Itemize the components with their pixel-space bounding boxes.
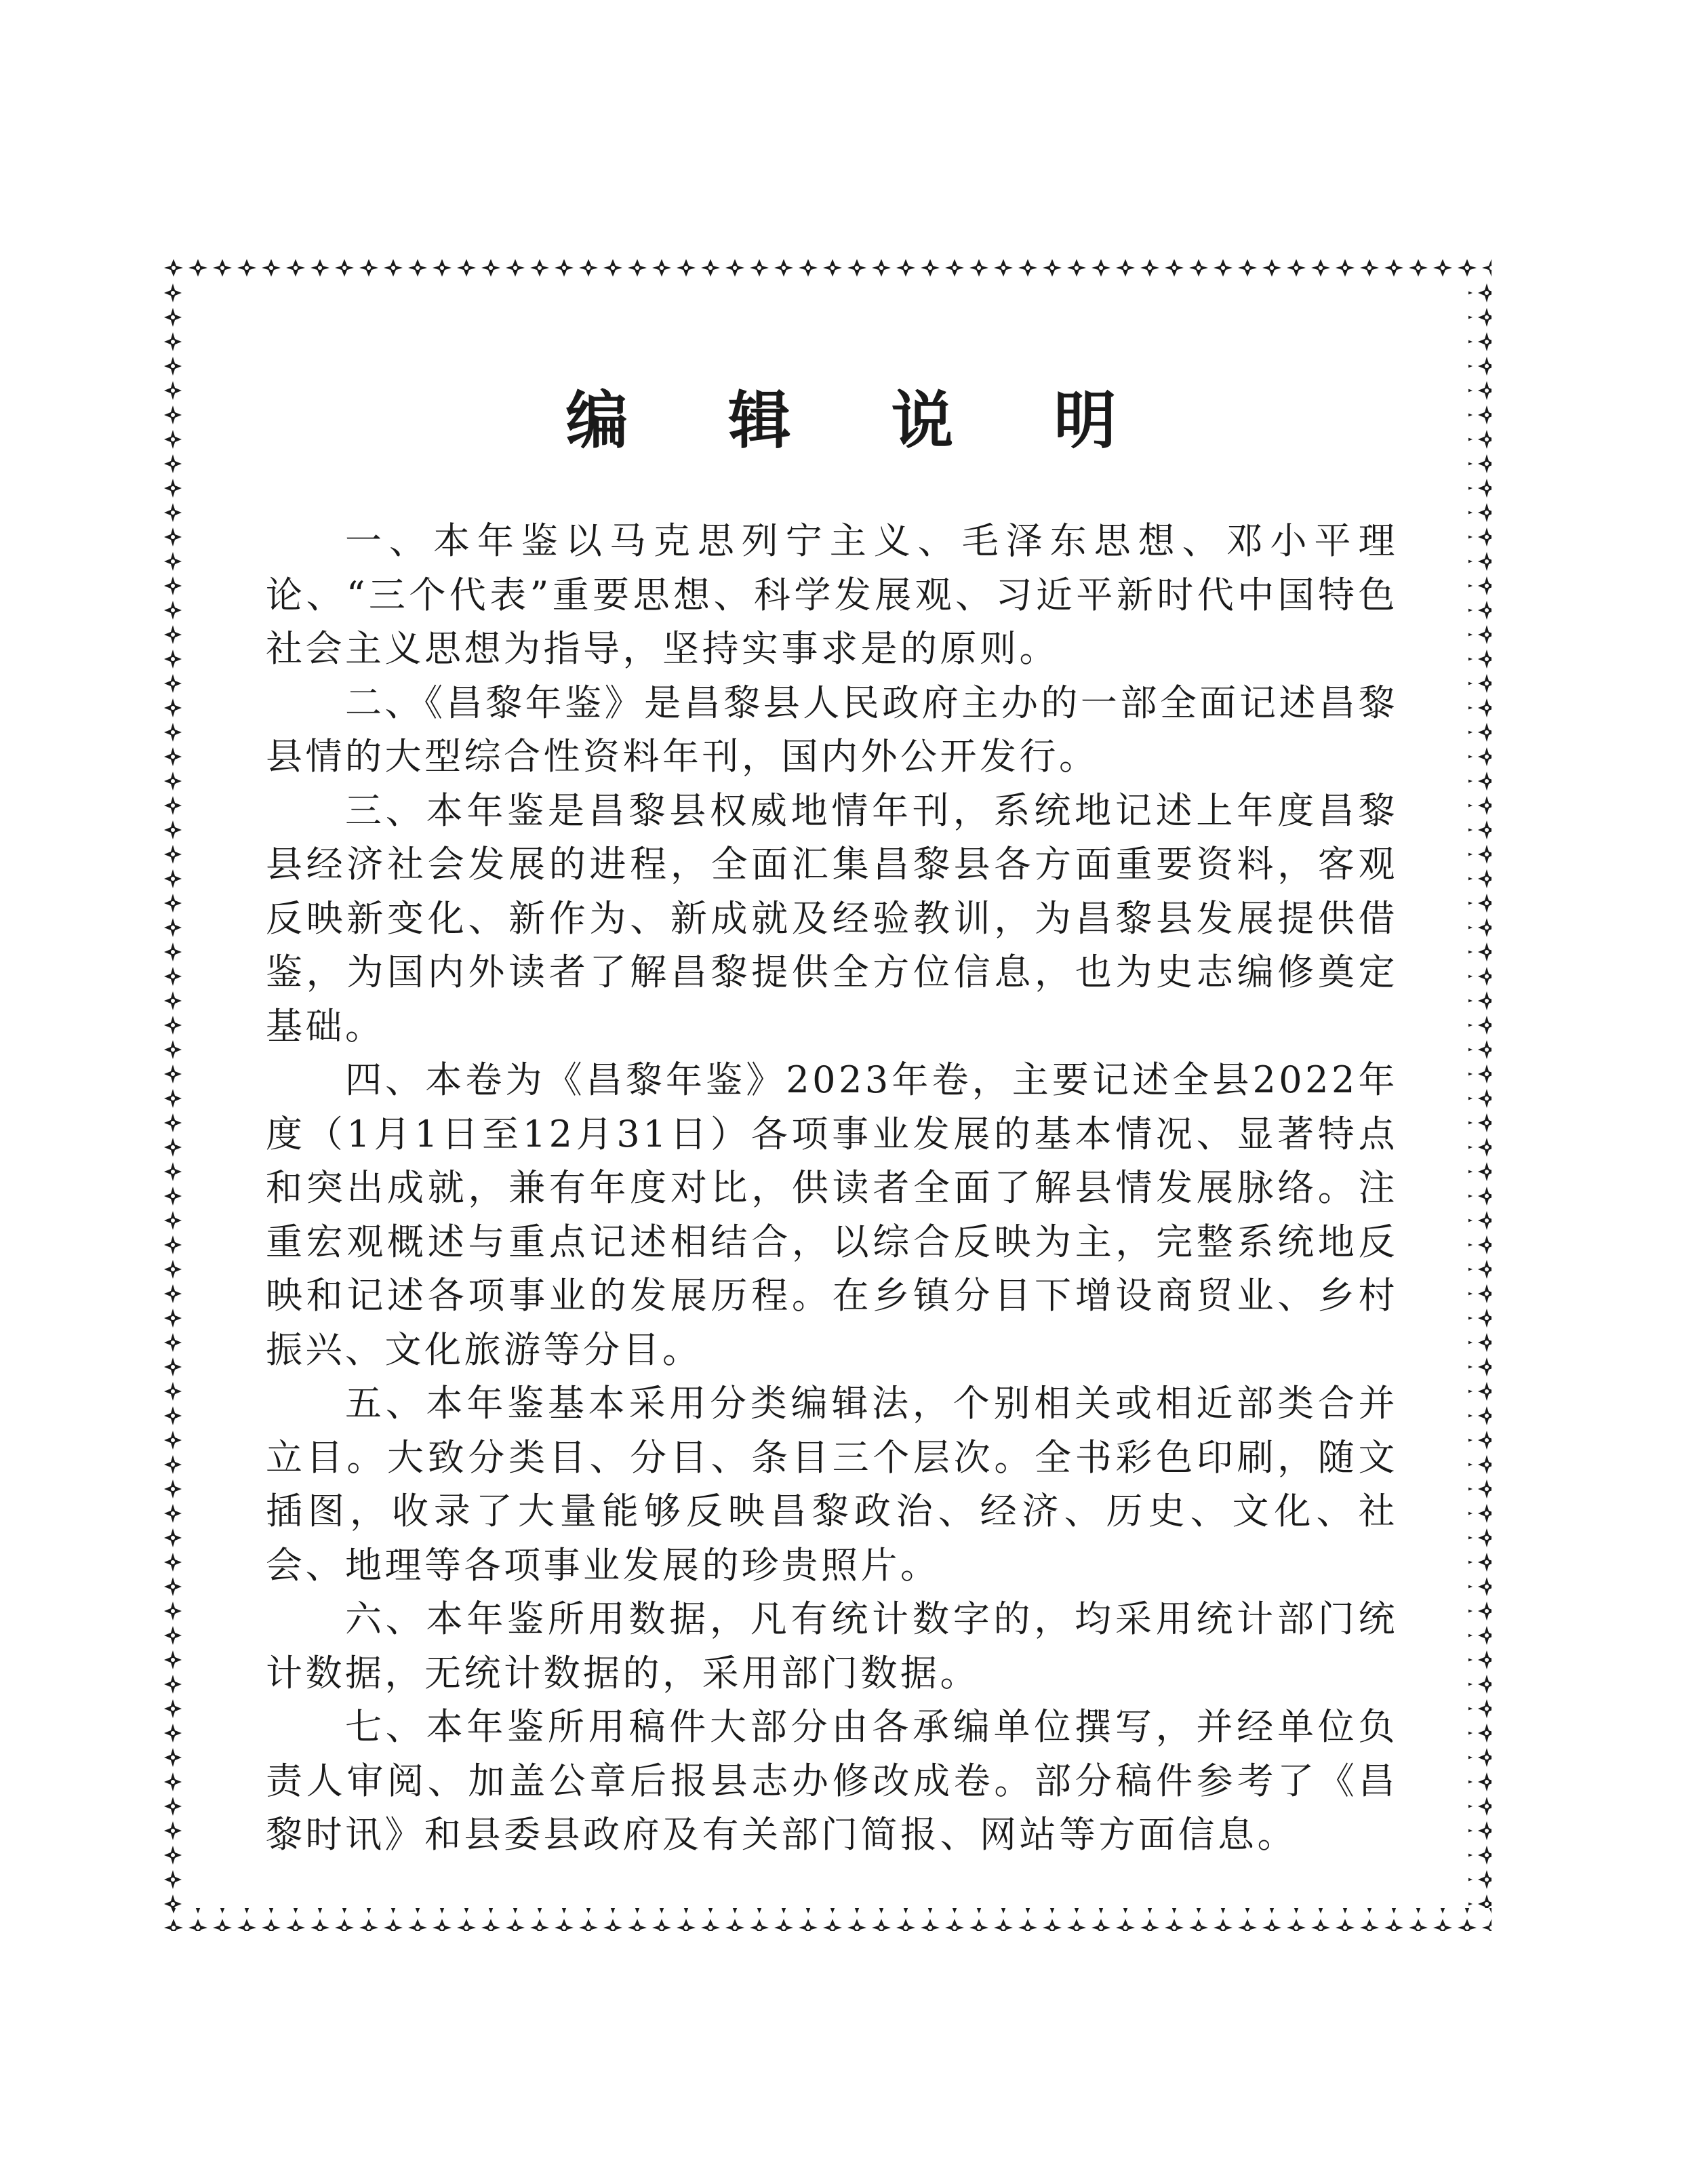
page-title: 编 辑 说 明 bbox=[565, 384, 1156, 457]
border-left bbox=[161, 279, 184, 1908]
border-top bbox=[161, 256, 1491, 279]
paragraph-4: 四、本卷为《昌黎年鉴》2023年卷，主要记述全县2022年度（1月1日至12月31日）各项事业发展的基本情况、显著特点和突出成就，兼有年度对比，供读者全面了解县情发展脉络。注重宏观概述与重点记述相结合，以综合反映为主，完整系统地反映和记述各项事业的发展历程。在乡镇分目下增设商贸业、乡村振兴、文化旅游等分目。 bbox=[266, 1058, 1398, 1371]
paragraph-2: 二、《昌黎年鉴》是昌黎县人民政府主办的一部全面记述昌黎县情的大型综合性资料年刊，国内外公开发行。 bbox=[266, 681, 1398, 778]
paragraph-1: 一、本年鉴以马克思列宁主义、毛泽东思想、邓小平理论、“三个代表”重要思想、科学发展观、习近平新时代中国特色社会主义思想为指导，坚持实事求是的原则。 bbox=[266, 519, 1398, 670]
editorial-notes bbox=[266, 514, 1398, 1862]
border-bottom bbox=[161, 1908, 1491, 1931]
paragraph-6: 六、本年鉴所用数据，凡有统计数字的，均采用统计部门统计数据，无统计数据的，采用部门数据。 bbox=[266, 1597, 1398, 1694]
paragraph-7: 七、本年鉴所用稿件大部分由各承编单位撰写，并经单位负责人审阅、加盖公章后报县志办修改成卷。部分稿件参考了《昌黎时讯》和县委县政府及有关部门简报、网站等方面信息。 bbox=[266, 1705, 1398, 1856]
border-right bbox=[1468, 279, 1491, 1908]
paragraph-3: 三、本年鉴是昌黎县权威地情年刊，系统地记述上年度昌黎县经济社会发展的进程，全面汇集昌黎县各方面重要资料，客观反映新变化、新作为、新成就及经验教训，为昌黎县发展提供借鉴，为国内外读者了解昌黎提供全方位信息，也为史志编修奠定基础。 bbox=[266, 789, 1398, 1048]
paragraph-5: 五、本年鉴基本采用分类编辑法，个别相关或相近部类合并立目。大致分类目、分目、条目三个层次。全书彩色印刷，随文插图，收录了大量能够反映昌黎政治、经济、历史、文化、社会、地理等各项事业发展的珍贵照片。 bbox=[266, 1382, 1398, 1587]
